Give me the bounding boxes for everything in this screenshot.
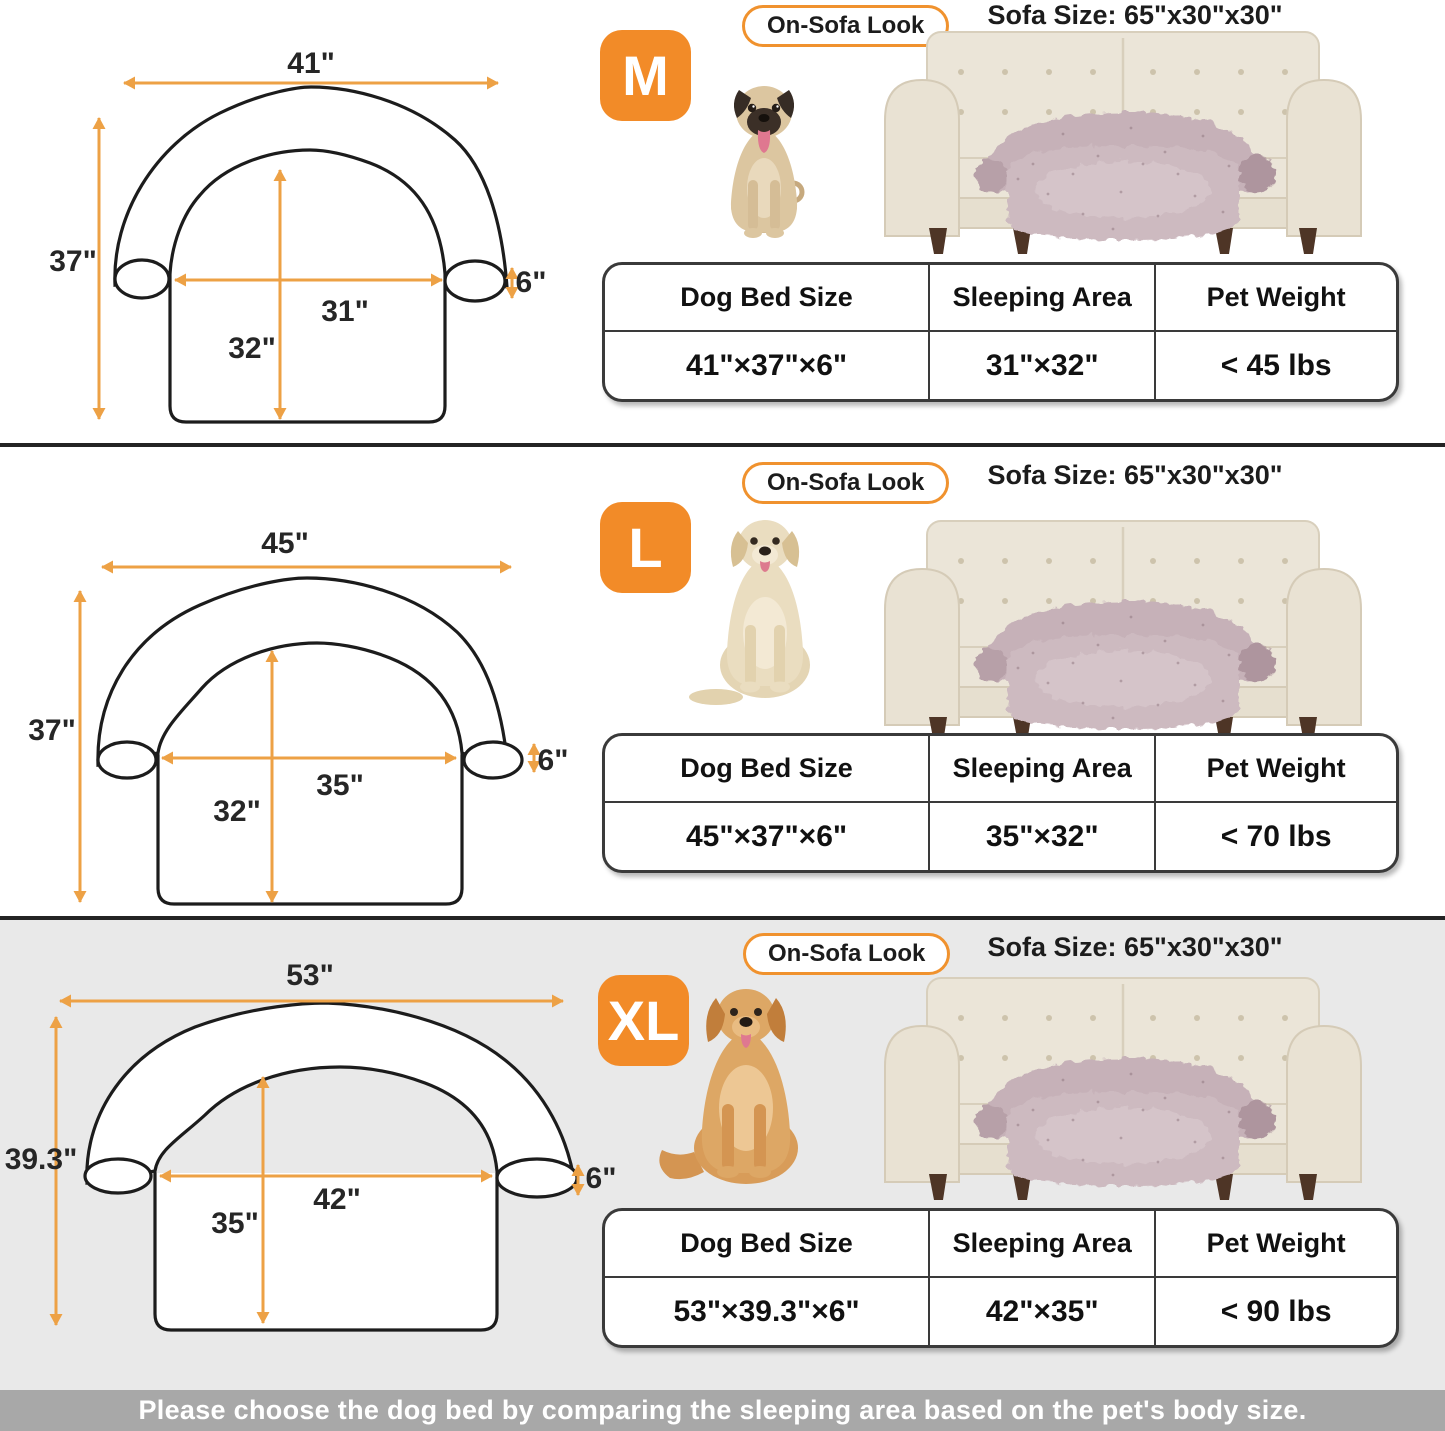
- table-header-cell: Sleeping Area: [930, 1211, 1156, 1278]
- on-sofa-look-badge: On-Sofa Look: [742, 462, 949, 504]
- dog-image-golden-retriever: [656, 982, 836, 1190]
- bed-outline: [115, 87, 507, 287]
- sleeping-width-label: 42": [313, 1183, 361, 1216]
- table-header-cell: Sleeping Area: [930, 265, 1156, 332]
- sofa-image: [873, 513, 1373, 743]
- sofa-size-label: Sofa Size: 65"x30"x30": [987, 932, 1283, 962]
- table-value-cell: < 45 lbs: [1220, 348, 1332, 382]
- overall-width-label: 45": [261, 527, 309, 560]
- table-value-cell: 31"×32": [930, 332, 1156, 399]
- table-value-cell: 35"×32": [930, 803, 1156, 870]
- size-section-m: [0, 0, 1445, 443]
- bed-outline: [87, 1003, 575, 1185]
- table-header-cell: Sleeping Area: [930, 736, 1156, 803]
- bolster-height-label: 6": [515, 266, 547, 299]
- size-badge-m: M: [600, 30, 691, 121]
- table-value-cell: < 70 lbs: [1220, 819, 1332, 853]
- bolster-height-label: 6": [585, 1162, 617, 1195]
- overall-width-label: 53": [286, 959, 334, 992]
- overall-width-label: 41": [287, 47, 335, 80]
- dimension-diagram-l: [20, 450, 580, 912]
- bolster-height-label: 6": [537, 744, 569, 777]
- table-value-cell: 42"×35": [930, 1278, 1156, 1345]
- sleeping-depth-label: 35": [211, 1207, 259, 1240]
- footer-note-text: Please choose the dog bed by comparing the sleeping area based on the pet's body size.: [138, 1395, 1307, 1425]
- size-section-xl: [0, 920, 1445, 1390]
- dog-image-pug: [712, 76, 817, 246]
- size-badge-l: L: [600, 502, 691, 593]
- table-value-cell: < 90 lbs: [1220, 1294, 1332, 1328]
- sofa-image: [873, 970, 1373, 1200]
- on-sofa-look-badge: On-Sofa Look: [742, 5, 949, 47]
- sleeping-depth-label: 32": [228, 332, 276, 365]
- footer-note: [0, 1390, 1445, 1431]
- table-value-cell: 45"×37"×6": [605, 803, 930, 870]
- dimension-diagram-m: [20, 15, 580, 445]
- overall-depth-label: 37": [49, 245, 97, 278]
- sleeping-width-label: 31": [321, 295, 369, 328]
- dimension-diagram-xl: [0, 945, 630, 1390]
- sofa-image: [873, 24, 1373, 254]
- spec-table-m: [602, 262, 1399, 402]
- table-value-cell: 53"×39.3"×6": [605, 1278, 930, 1345]
- size-section-l: [0, 447, 1445, 916]
- dog-image-labrador: [686, 513, 846, 708]
- table-value-cell: 41"×37"×6": [605, 332, 930, 399]
- table-header-cell: Dog Bed Size: [605, 265, 930, 332]
- spec-table-xl: [602, 1208, 1399, 1348]
- table-header-cell: Pet Weight: [1156, 736, 1396, 803]
- size-badge-xl: XL: [598, 975, 689, 1066]
- table-header-cell: Dog Bed Size: [605, 1211, 930, 1278]
- bed-outline: [98, 578, 508, 768]
- sofa-size-label: Sofa Size: 65"x30"x30": [987, 0, 1283, 30]
- on-sofa-look-badge: On-Sofa Look: [743, 933, 950, 975]
- spec-table-l: [602, 733, 1399, 873]
- table-header-cell: Pet Weight: [1156, 1211, 1396, 1278]
- sleeping-width-label: 35": [316, 769, 364, 802]
- table-header-cell: Pet Weight: [1156, 265, 1396, 332]
- overall-depth-label: 39.3": [4, 1143, 78, 1176]
- overall-depth-label: 37": [28, 714, 76, 747]
- sofa-size-label: Sofa Size: 65"x30"x30": [987, 460, 1283, 490]
- sleeping-depth-label: 32": [213, 795, 261, 828]
- table-header-cell: Dog Bed Size: [605, 736, 930, 803]
